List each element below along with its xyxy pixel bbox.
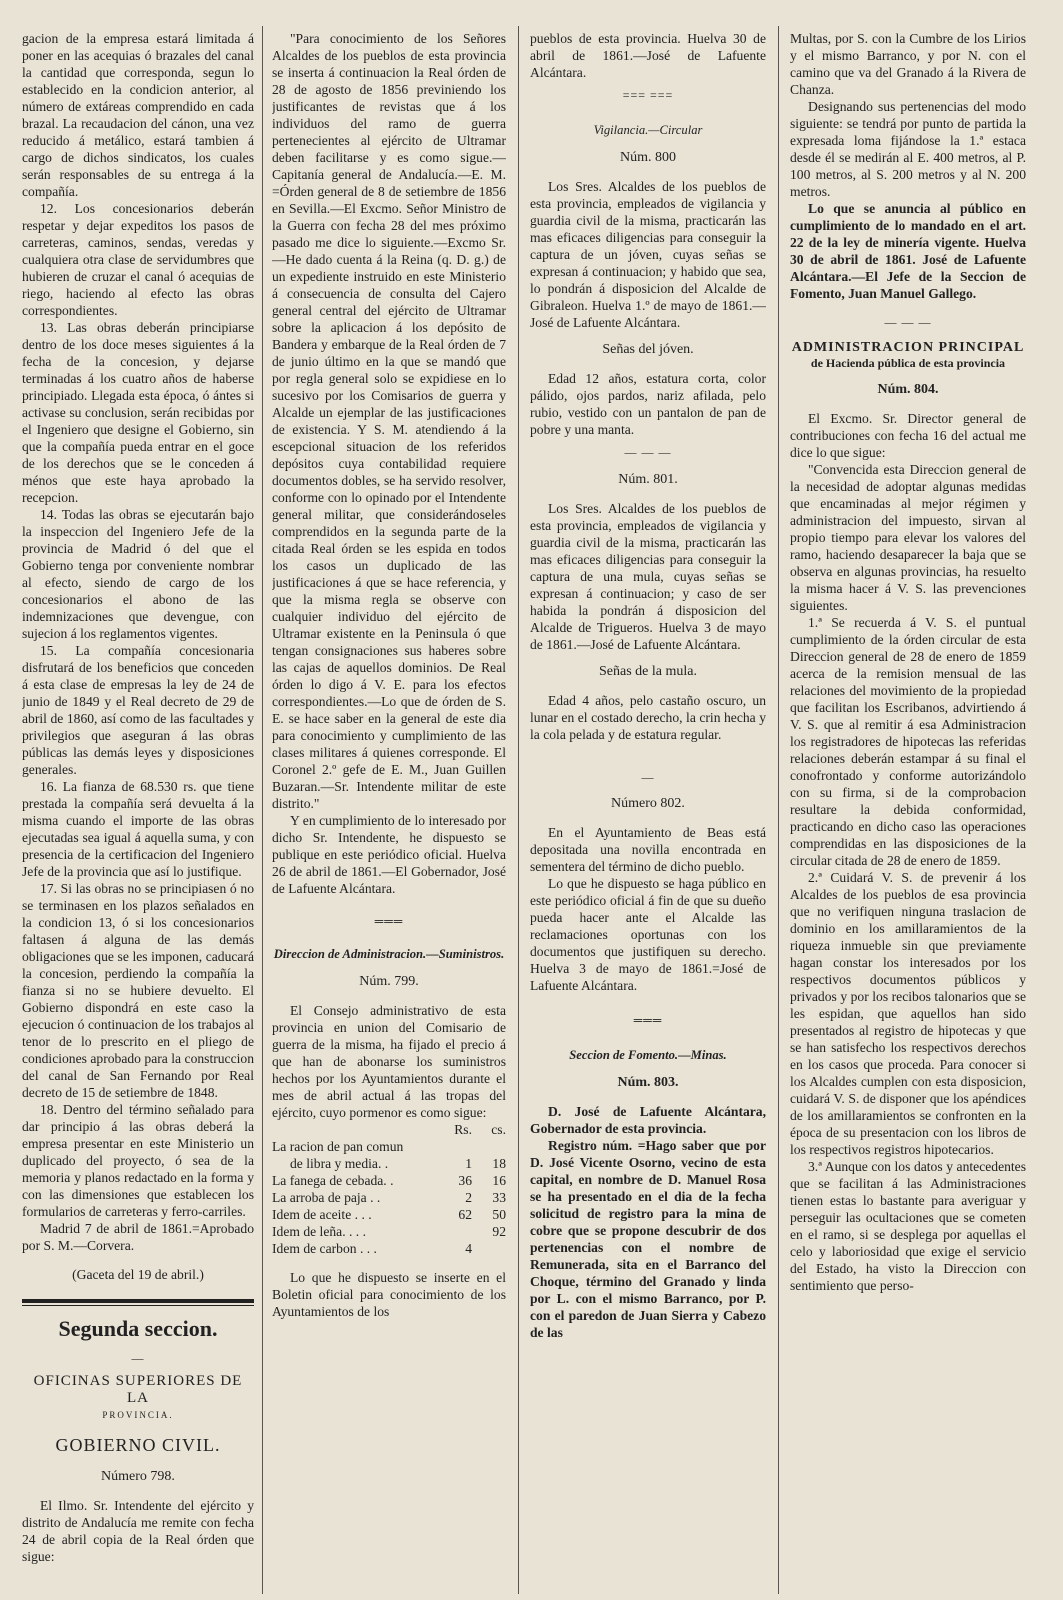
paragraph: Lo que he dispuesto se haga público en este periódico oficial á fin de que su dueño pueda hacer ante el Alcalde las reclamaciones oportunas con los documentos que justifiquen su derecho. Huelva 3 de mayo de 1861.=José de Lafuente Alcántara. xyxy=(530,876,766,993)
paragraph: 3.ª Aunque con los datos y antecedentes que se facilitan á las Administraciones tienen estas lo bastante para averiguar y perseguir las ocultaciones que se cometen en el ramo, si se desplega por aquellas el celo y laboriosidad que exige el servicio del Estado, ha visto la Direccion con sentimiento que perso- xyxy=(790,1159,1026,1293)
condition-18: 18. Dentro del término señalado para dar principio á las obras deberá la empresa presentar en este Ministerio un duplicado del proyecto, ó sea de la memoria y planos redactado en la forma y con las dimensiones que establecen los formularios de carreteras y ferro-carriles. xyxy=(22,1102,254,1219)
column-3 xyxy=(530,30,766,1592)
column-header: Rs. xyxy=(454,1122,472,1137)
paragraph: Multas, por S. con la Cumbre de los Lirios y el mismo Barranco, y por N. con el camino que va del Granado á la Rivera de Chanza. xyxy=(790,31,1026,97)
paragraph: gacion de la empresa estará limitada á poner en las acequias ó brazales del canal la cantidad que corresponda, segun lo establecido en la condicion anterior, al número de extáreas comprendido en cada brazal. La recaudacion del cánon, una vez reducido á metálico, estará tambien á cargo de dichos sindicatos, los cuales serán responsables de su entrega á la compañía. xyxy=(22,31,254,199)
section-title: Vigilancia.—Circular xyxy=(593,123,703,137)
separator: ═══ xyxy=(374,914,404,928)
item-number: Número 798. xyxy=(101,1469,175,1484)
paragraph: Lo que se anuncia al público en cumplimiento de lo mandado en el art. 22 de la ley de minería vigente. Huelva 30 de abril de 1861. José de Lafuente Alcántara.—El Jefe de la Seccion de Fomento, Juan Manuel Gallego. xyxy=(790,201,1026,301)
condition-14: 14. Todas las obras se ejecutarán bajo la inspeccion del Ingeniero Jefe de la provincia de Madrid ó del que el Gobierno tenga por conveniente nombrar al efecto, siendo de cargo de los concesionarios el abono de las indemnizaciones que devengue, con sujecion á los reglamentos vigentes. xyxy=(22,507,254,641)
separator: ═══ xyxy=(633,1013,663,1027)
paragraph: Designando sus pertenencias del modo siguiente: se tendrá por punto de partida la expresada loma fijándose la 1.ª estaca desde él se medirán al E. 400 metros, al P. 100 metros, al S. 200 metros y al N. 200 metros. xyxy=(790,99,1026,199)
paragraph: 2.ª Cuidará V. S. de prevenir á los Alcaldes de los pueblos de esa provincia que no verifiquen ninguna traslacion de dominio en los amillaramientos de la riqueza inmueble sin que previamente hagan constar los interesados por los respectivos documentos públicos y privados y por los recibos talonarios que se les espidan, que aquellos han sido presentados al registro de hipotecas y que se han satisfecho los respectivos derechos en los casos que proceda. Para conocer si los Alcaldes cumplen con esta disposicion, cuidará V. S. de disponer que los apéndices de los amillaramientos se confronten en la época de su presentacion con los libros de los respectivos registros hipotecarios. xyxy=(790,870,1026,1157)
paragraph: Lo que he dispuesto se inserte en el Boletin oficial para conocimiento de los Ayuntamientos de los xyxy=(272,1270,506,1319)
separator: === === xyxy=(622,88,674,102)
item-number: Núm. 799. xyxy=(359,974,419,989)
province-label: PROVINCIA. xyxy=(102,1410,174,1420)
column-divider xyxy=(518,26,519,1594)
price-table xyxy=(272,1121,506,1257)
condition-16: 16. La fianza de 68.530 rs. que tiene prestada la compañía será devuelta á la misma cuando el importe de las obras ejecutadas sea igual á aquella suma, y con presencia de la certificacion del Ingeniero Jefe de la provincia que así lo justifique. xyxy=(22,779,254,879)
section-title: Direccion de Administracion.—Suministros. xyxy=(273,947,505,961)
paragraph: Registro núm. =Hago saber que por D. José Vicente Osorno, vecino de esta capital, en nombre de D. Manuel Rosa se ha presentado en el dia de la fecha solicitud de registro para la mina de cobre que se propone descubrir de dos pertenencias con el nombre de Remunerada, sita en el Barranco del Choque, término del Granado y linda por L. con el mismo Barranco, por P. con el paredon de Juan Sierra y Cabezo de las xyxy=(530,1138,766,1340)
gaceta-note: (Gaceta del 19 de abril.) xyxy=(72,1267,204,1282)
paragraph: "Convencida esta Direccion general de la necesidad de adoptar algunas medidas que encaminadas al mejor régimen y administracion del impuesto, sirvan al propio tiempo para elevar los valores del ramo, haciendo desaparecer la baja que se observa en algunas provincias, ha resuelto la misma hacer á V. S. las prevenciones siguientes. xyxy=(790,462,1026,613)
paragraph: Y en cumplimiento de lo interesado por dicho Sr. Intendente, he dispuesto se publique en este periódico oficial. Huelva 26 de abril de 1861.—El Gobernador, José de Lafuente Alcántara. xyxy=(272,813,506,896)
royal-order-text: "Para conocimiento de los Señores Alcaldes de los pueblos de esta provincia se inserta á continuacion la Real órden de 28 de agosto de 1856 previniendo los justificantes de revistas que á los individuos del ramo de guerra pertenecientes al ejército de Ultramar deben facilitarse y es como sigue.—Capitanía general de Andalucía.—E. M. =Órden general de 8 de setiembre de 1856 en Sevilla.—El Excmo. Señor Ministro de la Guerra con fecha 28 del mes próximo pasado me dice lo siguiente.—Excmo Sr.—He dado cuenta á la Reina (q. D. g.) de un expediente instruido en este Ministerio á consecuencia de consulta del Cajero general central del ejército de Ultramar sobre la aplicacion á los depósito de Bandera y embarque de la Real órden de 7 de junio último en la que se mandó que por regla general solo se expidiese en lo sucesivo por los Comisarios de guerra y Alcalde un ejemplar de las justificaciones de existencia. Y S. M. atendiendo á la escepcional situacion de los referidos depósitos cuya contabilidad requiere documentos dobles, se ha servido resolver, conforme con lo opinado por el Intendente general militar, que considerándoseles comprendidos en la segunda parte de la citada Real órden se les espida en todos los casos un duplicado de las justificaciones á que se hace referencia, y que la misma regla se observe con cualquier individuo del ejército de Ultramar existente en la Peninsula ó que tengan consignaciones sus haberes sobre las cajas de aquellos dominios. De Real órden lo digo á V. E. para los efectos correspondientes.—Lo que de órden de S. E. se hace saber en la general de este dia para conocimiento y cumplimiento de las clases militares á quienes corresponde. El Coronel 2.º gefe de E. M., Juan Guillen Buzaran.—Sr. Intendente militar de este distrito." xyxy=(272,31,506,811)
condition-15: 15. La compañía concesionaria disfrutará de los beneficios que conceden á esta clase de empresas la ley de 24 de junio de 1849 y el Real decreto de 29 de abril de 1860, así como de las facultades y privilegios que aseguran á las obras públicas las demás leyes y disposiciones generales. xyxy=(22,643,254,777)
column-1 xyxy=(22,30,254,1592)
column-divider xyxy=(778,26,779,1594)
item-number: Núm. 801. xyxy=(618,472,678,487)
section-subheading: de Hacienda pública de esta provincia xyxy=(810,356,1006,370)
paragraph: El Excmo. Sr. Director general de contribuciones con fecha 16 del actual me dice lo que sigue: xyxy=(790,411,1026,460)
signature: Madrid 7 de abril de 1861.=Aprobado por S. M.—Corvera. xyxy=(22,1221,254,1253)
item-number: Núm. 800 xyxy=(620,150,676,165)
table-row: Idem de aceite . . . 62 50 xyxy=(272,1207,506,1222)
table-row: La racion de pan comun xyxy=(272,1139,404,1154)
paragraph: pueblos de esta provincia. Huelva 30 de abril de 1861.—José de Lafuente Alcántara. xyxy=(530,31,766,80)
paragraph: El Consejo administrativo de esta provincia en union del Comisario de guerra de la misma, ha fijado el precio á que han de abonarse los suministros hechos por los Ayuntamientos durante el mes de abril actual á las tropas del ejército, cuyo pormenor es como sigue: xyxy=(272,1003,506,1120)
gobierno-civil-heading: GOBIERNO CIVIL. xyxy=(55,1435,221,1455)
section-title: Seccion de Fomento.—Minas. xyxy=(569,1048,727,1062)
paragraph: 1.ª Se recuerda á V. S. el puntual cumplimiento de la órden circular de esta Direccion general de 28 de enero de 1859 acerca de la remision mensual de las relaciones del movimiento de la propiedad que facilitan los Escribanos, advirtiendo á V. S. que al remitir á esa Administracion los registradores de hipotecas las referidas relaciones deberán estampar á su final el conofrontado y conforme autorizándolo con su firma, si de la comprobacion resultare la debida conformidad, practicando en dicho caso las operaciones comprendidas en las disposiciones de la circular citada de 28 de enero de 1859. xyxy=(790,615,1026,868)
condition-13: 13. Las obras deberán principiarse dentro de los doce meses siguientes á la fecha de la concesion, y dejarse terminadas á los cuatro años de haberse principiado. Llegada esta época, ó ántes si activase su conclusion, serán recibidas por el Ingeniero que designe el Gobierno, sin que la compañía pueda entrar en el goce de los derechos que se le conceden á ménos que este haya aprobado la recepcion. xyxy=(22,320,254,505)
column-header: cs. xyxy=(491,1122,506,1137)
condition-17: 17. Si las obras no se principiasen ó no se terminasen en los plazos señalados en la condicion 13, ó si los concesionarios faltasen á alguna de las demás obligaciones que se les imponen, caducará la concesion, perdiendo la compañía la fianza si no se hubiere devuelto. El Gobierno dispondrá en este caso la ejecucion ó continuacion de los trabajos al tenor de lo prescrito en el pliego de condiciones aprobado para la construccion del canal de San Fernando por Real decreto de 15 de setiembre de 1848. xyxy=(22,881,254,1100)
separator: — — — xyxy=(884,315,932,329)
table-row: La fanega de cebada. . 36 16 xyxy=(272,1173,506,1188)
table-row: La arroba de paja . . 2 33 xyxy=(272,1190,506,1205)
separator: — xyxy=(641,770,655,784)
section-heading: ADMINISTRACION PRINCIPAL xyxy=(791,340,1025,355)
column-divider xyxy=(262,26,263,1594)
paragraph: Edad 4 años, pelo castaño oscuro, un lunar en el costado derecho, la crin hecha y la cola pelada y de estatura regular. xyxy=(530,693,766,742)
paragraph: Los Sres. Alcaldes de los pueblos de esta provincia, empleados de vigilancia y guardia civil de la misma, practicarán las mas eficaces diligencias para conseguir la captura de una mula, cuyas señas se expresan á continuacion; y caso de ser habida la pondrán á disposicion del Alcalde de Trigueros. Huelva 3 de mayo de 1861.—José de Lafuente Alcántara. xyxy=(530,501,766,652)
section-heading: Segunda seccion. xyxy=(58,1316,218,1341)
column-4 xyxy=(790,30,1026,1592)
column-2 xyxy=(272,30,506,1592)
offices-heading: OFICINAS SUPERIORES DE LA xyxy=(33,1373,243,1406)
paragraph: Edad 12 años, estatura corta, color pálido, ojos pardos, nariz afilada, pelo rubio, vestido con un pantalon de pan de pobre y una manta. xyxy=(530,371,766,437)
section-rule xyxy=(22,1305,254,1306)
paragraph: Los Sres. Alcaldes de los pueblos de esta provincia, empleados de vigilancia y guardia civil de la misma, practicarán las mas eficaces diligencias para conseguir la captura de un jóven, cuyas señas se expresan á continuacion; y habido que sea, lo pondrán á disposicion del Alcalde de Gibraleon. Huelva 1.º de mayo de 1861.—José de Lafuente Alcántara. xyxy=(530,179,766,330)
paragraph: En el Ayuntamiento de Beas está depositada una novilla encontrada en sementera del término de dicho pueblo. xyxy=(530,825,766,874)
item-number: Núm. 804. xyxy=(877,382,939,397)
separator: — — — xyxy=(624,445,672,459)
condition-12: 12. Los concesionarios deberán respetar y dejar expeditos los pasos de carreteras, caminos, sendas, veredas y cualquiera otra clase de servidumbres que hubieren de cruzar el canal ó acequias de riego, haciendo al efecto las obras correspondientes. xyxy=(22,201,254,318)
item-number: Número 802. xyxy=(611,796,685,811)
section-rule xyxy=(22,1299,254,1303)
separator: — xyxy=(131,1351,145,1365)
table-row: Idem de carbon . . . 4 xyxy=(272,1241,472,1256)
table-row: de libra y media. . 1 18 xyxy=(290,1156,506,1171)
subheading: Señas del jóven. xyxy=(602,342,694,357)
table-row: Idem de leña. . . . 92 xyxy=(272,1224,506,1239)
paragraph: D. José de Lafuente Alcántara, Gobernador de esta provincia. xyxy=(530,1104,766,1136)
subheading: Señas de la mula. xyxy=(599,664,697,679)
item-number: Núm. 803. xyxy=(617,1075,679,1090)
paragraph: El Ilmo. Sr. Intendente del ejército y distrito de Andalucía me remite con fecha 24 de abril copia de la Real órden que sigue: xyxy=(22,1498,254,1564)
